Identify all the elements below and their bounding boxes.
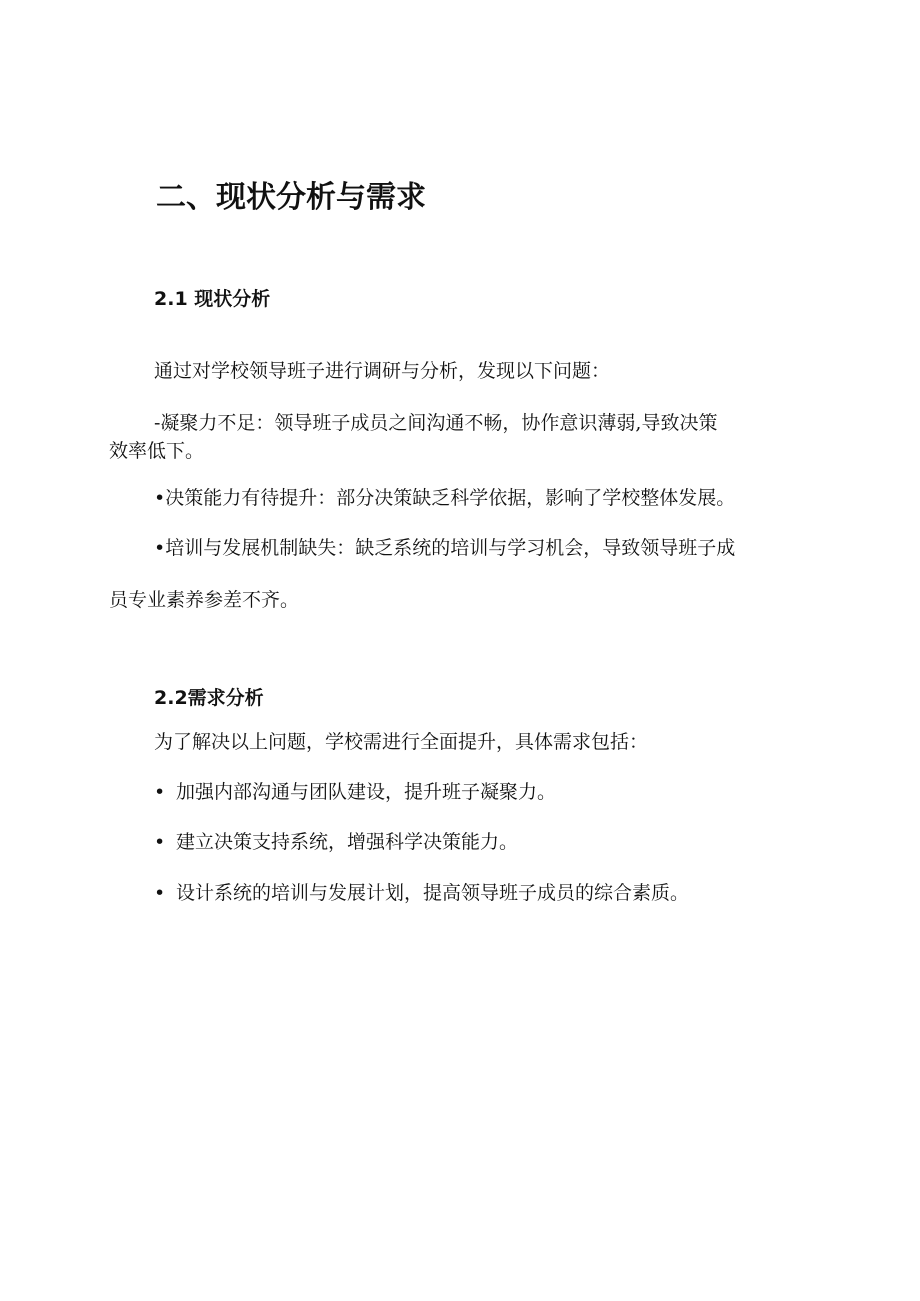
- bullet-icon: •: [154, 831, 166, 853]
- section-title: 二、现状分析与需求: [156, 180, 426, 215]
- issue-2: •决策能力有待提升：部分决策缺乏科学依据，影响了学校整体发展。: [154, 487, 736, 509]
- subsection-heading-2-2: 2.2需求分析: [154, 687, 264, 709]
- requirement-item-1: [154, 783, 556, 802]
- bullet-icon: •: [154, 781, 166, 803]
- subsection-heading-2-1: 2.1 现状分析: [154, 288, 271, 310]
- requirement-item-3: [154, 884, 689, 903]
- issue-3-line-1: •培训与发展机制缺失：缺乏系统的培训与学习机会，导致领导班子成: [154, 537, 736, 559]
- paragraph-intro-2-1: 通过对学校领导班子进行调研与分析，发现以下问题：: [154, 360, 611, 382]
- paragraph-intro-2-2: 为了解决以上问题，学校需进行全面提升，具体需求包括：: [154, 731, 649, 753]
- requirement-text: 设计系统的培训与发展计划，提高领导班子成员的综合素质。: [176, 882, 690, 904]
- issue-1-line-1: -凝聚力不足：领导班子成员之间沟通不畅，协作意识薄弱,导致决策: [154, 412, 718, 434]
- requirement-item-2: [154, 833, 518, 852]
- bullet-icon: •: [154, 882, 166, 904]
- requirement-text: 建立决策支持系统，增强科学决策能力。: [176, 831, 519, 853]
- issue-3-line-2: 员专业素养参差不齐。: [109, 589, 300, 611]
- requirement-text: 加强内部沟通与团队建设，提升班子凝聚力。: [176, 781, 557, 803]
- issue-1-line-2: 效率低下。: [109, 440, 205, 462]
